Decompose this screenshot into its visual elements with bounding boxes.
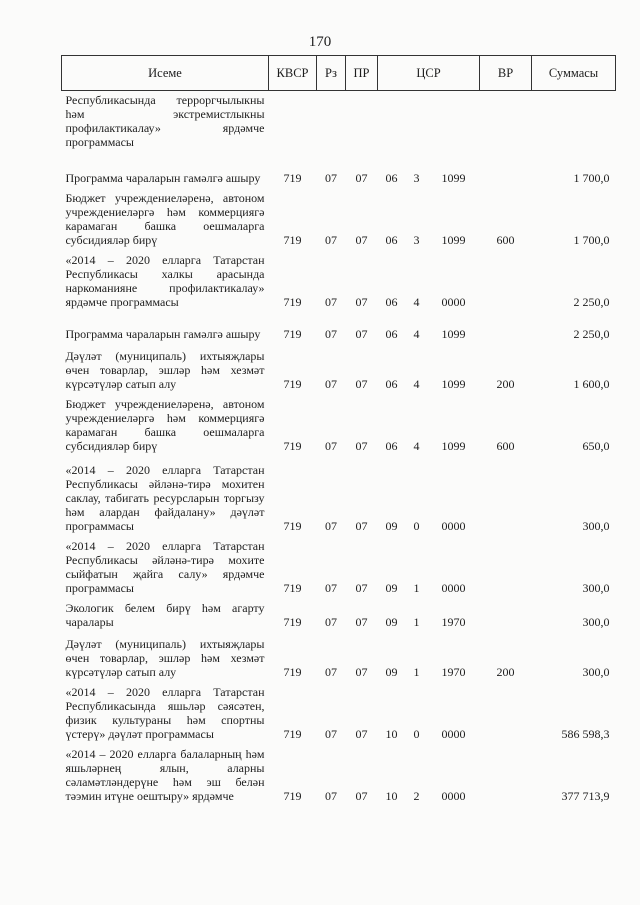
cell-vr (480, 91, 532, 154)
cell-name: Дәүләт (муниципаль) ихтыяҗлары өчен товарлар, эшләр һәм хезмәт күрсәтүләр сатып алу (65, 349, 265, 391)
cell-c1 (378, 91, 406, 154)
cell-c2: 2 (413, 789, 420, 803)
cell-pr: 07 (355, 171, 368, 185)
cell-vr (480, 683, 532, 745)
cell-sum: 1 600,0 (573, 377, 610, 391)
table-row (62, 153, 616, 189)
cell-c3 (428, 91, 480, 154)
cell-c2: 3 (413, 171, 420, 185)
cell-vr: 600 (496, 233, 515, 247)
budget-table (61, 55, 616, 807)
cell-pr: 07 (355, 295, 368, 309)
cell-rz: 07 (325, 615, 337, 629)
cell-name: «2014 – 2020 елларга балаларның һәм яшьләрнең ялын, аларны сәламәтләндерүне һәм эш белән тәэмин итүне оештыру» ярдәмче (65, 747, 265, 803)
cell-c2 (406, 91, 428, 154)
cell-c3: 1970 (441, 615, 466, 629)
cell-c1: 06 (385, 439, 398, 453)
cell-pr: 07 (355, 519, 368, 533)
cell-name: Бюджет учреждениеләренә, автоном учреждениеләргә һәм коммерциягә карамаган башка оешмаларга субсидияләр бирү (65, 397, 265, 453)
cell-kvsr: 719 (283, 727, 302, 741)
cell-rz (317, 91, 346, 154)
header-sum: Суммасы (532, 56, 616, 91)
cell-kvsr: 719 (283, 615, 302, 629)
cell-c2: 0 (413, 519, 420, 533)
cell-pr: 07 (355, 439, 368, 453)
cell-c1: 09 (385, 581, 398, 595)
cell-pr: 07 (355, 727, 368, 741)
page-number: 170 (308, 34, 332, 50)
cell-c3: 1099 (441, 233, 466, 247)
cell-c3: 0000 (441, 727, 466, 741)
header-name: Исеме (62, 56, 269, 91)
cell-c1: 06 (385, 171, 398, 185)
cell-c1: 06 (385, 295, 398, 309)
table-body (62, 91, 616, 808)
cell-c3: 1099 (441, 439, 466, 453)
cell-c2: 1 (413, 665, 420, 679)
cell-kvsr: 719 (283, 171, 302, 185)
cell-sum: 2 250,0 (573, 295, 610, 309)
cell-c2: 1 (413, 581, 420, 595)
cell-c3: 1099 (441, 327, 466, 341)
cell-c1: 10 (385, 789, 398, 803)
cell-vr (480, 745, 532, 807)
cell-kvsr: 719 (283, 377, 302, 391)
cell-rz: 07 (325, 789, 337, 803)
table-row (62, 683, 616, 745)
cell-kvsr: 719 (283, 327, 302, 341)
cell-c3: 1970 (441, 665, 466, 679)
cell-rz: 07 (325, 519, 337, 533)
table-row (62, 395, 616, 457)
cell-c3: 1099 (441, 377, 466, 391)
cell-pr: 07 (355, 327, 368, 341)
cell-kvsr: 719 (283, 295, 302, 309)
cell-pr: 07 (355, 233, 368, 247)
cell-vr (480, 457, 532, 537)
cell-rz: 07 (325, 439, 337, 453)
cell-c2: 4 (413, 295, 420, 309)
cell-c1: 06 (385, 377, 398, 391)
cell-name: «2014 – 2020 елларга Татарстан Республикасы халкы арасында наркоманияне профилактикалау» ярдәмче программасы (65, 253, 265, 309)
cell-sum: 377 713,9 (561, 789, 610, 803)
cell-sum: 1 700,0 (573, 233, 610, 247)
cell-pr: 07 (355, 377, 368, 391)
cell-name: Программа чараларын гамәлгә ашыру (65, 327, 261, 341)
cell-kvsr: 719 (283, 581, 302, 595)
cell-c3: 0000 (441, 581, 466, 595)
header-kvsr: КВСР (269, 56, 317, 91)
cell-vr (480, 537, 532, 599)
cell-pr: 07 (355, 581, 368, 595)
table-row (62, 745, 616, 807)
cell-sum: 300,0 (582, 519, 610, 533)
cell-vr: 200 (496, 665, 515, 679)
cell-vr: 600 (496, 439, 515, 453)
header-vr: ВР (480, 56, 532, 91)
cell-vr (480, 313, 532, 345)
cell-c1: 09 (385, 615, 398, 629)
cell-name: Бюджет учреждениеләренә, автоном учреждениеләргә һәм коммерциягә карамаган башка оешмаларга субсидияләр бирү (65, 191, 265, 247)
cell-sum: 300,0 (582, 581, 610, 595)
cell-rz: 07 (325, 377, 337, 391)
cell-pr: 07 (355, 615, 368, 629)
cell-c2: 1 (413, 615, 420, 629)
cell-name: «2014 – 2020 елларга Татарстан Республикасы әйләнә-тирә мохите сыйфатын җайга салу» ярдәмче программасы (65, 539, 265, 595)
cell-vr (480, 153, 532, 189)
cell-rz: 07 (325, 327, 337, 341)
cell-rz: 07 (325, 171, 337, 185)
cell-c3: 0000 (441, 789, 466, 803)
cell-c1: 10 (385, 727, 398, 741)
cell-name: Экологик белем бирү һәм агарту чаралары (65, 601, 265, 629)
cell-rz: 07 (325, 727, 337, 741)
cell-kvsr (269, 91, 317, 154)
table-row (62, 457, 616, 537)
table-header-row (62, 56, 616, 91)
table-row (62, 251, 616, 313)
cell-c1: 09 (385, 665, 398, 679)
cell-pr (346, 91, 378, 154)
cell-name: «2014 – 2020 елларга Татарстан Республикасында яшьләр сәясәтен, физик культураны һәм спортны үстерү» дәүләт программасы (65, 685, 265, 741)
header-rz: Рз (317, 56, 346, 91)
cell-kvsr: 719 (283, 665, 302, 679)
cell-kvsr: 719 (283, 519, 302, 533)
cell-kvsr: 719 (283, 233, 302, 247)
cell-c2: 4 (413, 377, 420, 391)
cell-c1: 09 (385, 519, 398, 533)
cell-c3: 1099 (441, 171, 466, 185)
cell-sum: 1 700,0 (573, 171, 610, 185)
cell-kvsr: 719 (283, 789, 302, 803)
cell-c2: 4 (413, 327, 420, 341)
cell-vr: 200 (496, 377, 515, 391)
cell-vr (480, 599, 532, 633)
cell-c3: 0000 (441, 519, 466, 533)
cell-pr: 07 (355, 665, 368, 679)
cell-name: Дәүләт (муниципаль) ихтыяҗлары өчен товарлар, эшләр һәм хезмәт күрсәтүләр сатып алу (65, 637, 265, 679)
cell-sum: 650,0 (582, 439, 610, 453)
cell-name: Республикасында терроргчылыкны һәм экстремистлыкны профилактикалау» ярдәмче программасы (65, 93, 265, 149)
table-row (62, 91, 616, 154)
cell-c2: 3 (413, 233, 420, 247)
cell-rz: 07 (325, 665, 337, 679)
cell-c1: 06 (385, 327, 398, 341)
cell-sum: 300,0 (582, 615, 610, 629)
cell-sum: 2 250,0 (573, 327, 610, 341)
cell-sum (532, 91, 616, 154)
cell-vr (480, 251, 532, 313)
cell-name: Программа чараларын гамәлгә ашыру (65, 171, 261, 185)
cell-sum: 300,0 (582, 665, 610, 679)
table-row (62, 599, 616, 633)
cell-c2: 4 (413, 439, 420, 453)
cell-kvsr: 719 (283, 439, 302, 453)
table-row (62, 313, 616, 345)
table-row (62, 537, 616, 599)
cell-pr: 07 (355, 789, 368, 803)
header-csr: ЦСР (378, 56, 480, 91)
cell-rz: 07 (325, 295, 337, 309)
cell-c3: 0000 (441, 295, 466, 309)
table-row (62, 189, 616, 251)
cell-name: «2014 – 2020 елларга Татарстан Республикасы әйләнә-тирә мохитен саклау, табигать ресурсларын торгызу һәм алардан файдалану» дәүләт программасы (65, 463, 265, 533)
cell-rz: 07 (325, 581, 337, 595)
table-row (62, 633, 616, 683)
cell-c2: 0 (413, 727, 420, 741)
cell-rz: 07 (325, 233, 337, 247)
cell-c1: 06 (385, 233, 398, 247)
table-row (62, 345, 616, 395)
header-pr: ПР (346, 56, 378, 91)
cell-sum: 586 598,3 (561, 727, 610, 741)
